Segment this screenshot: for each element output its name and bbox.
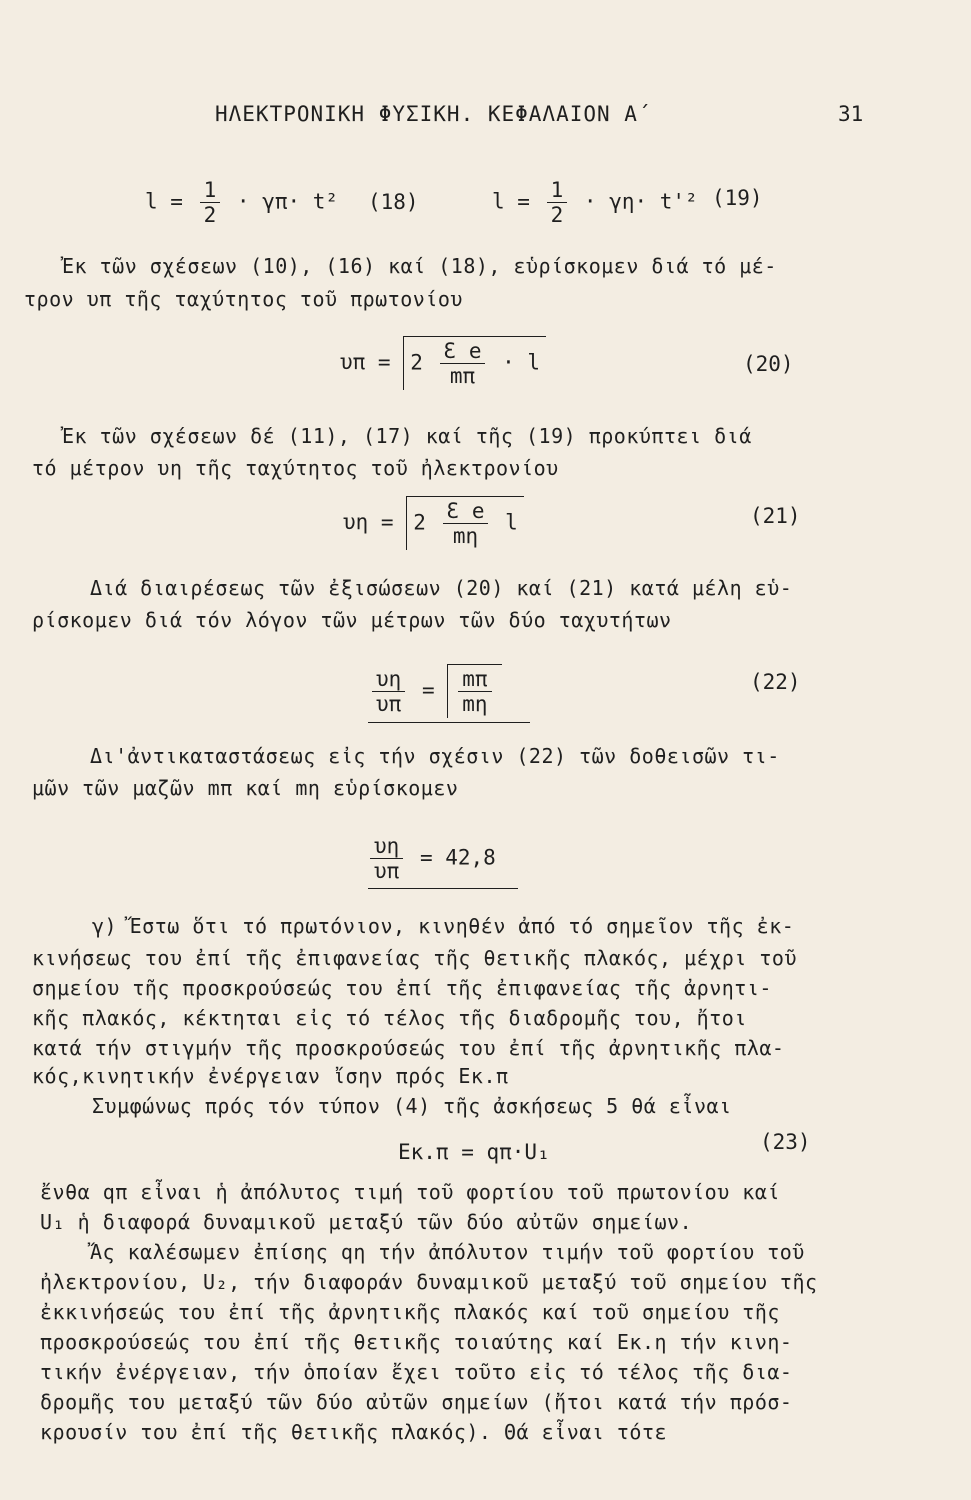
equation-rule	[368, 888, 518, 889]
equation-21: υη = 2 $\frac{\text{Ɛ e}}{m\eta}$ l	[343, 496, 524, 550]
paragraph-line: τό μέτρον υη τῆς ταχύτητος τοῦ ἠλεκτρονίου	[32, 456, 559, 480]
equation-19: l = $\frac{1}{2}$ · γη· t'²	[492, 178, 698, 227]
equation-18: l = $\frac{1}{2}$ · γπ· t²	[145, 178, 339, 227]
paragraph-line: Δι'ἀντικαταστάσεως εἰς τήν σχέσιν (22) τῶν δοθεισῶν τι-	[90, 744, 780, 768]
fraction: $\frac{\text{Ɛ e}}{m\pi}$	[440, 339, 486, 388]
paragraph-line: δρομῆς του μεταξύ τῶν δύο αὐτῶν σημείων (ἤτοι κατά τήν πρόσ-	[40, 1390, 793, 1414]
equation-20: υπ = 2 $\frac{\text{Ɛ e}}{m\pi}$ · l	[340, 336, 546, 390]
equation-number-18: (18)	[368, 190, 419, 214]
paragraph-line: ἐκκινήσεώς του ἐπί τῆς ἀρνητικῆς πλακός καί τοῦ σημείου τῆς	[40, 1300, 780, 1324]
paragraph-line: μῶν τῶν μαζῶν mπ καί mη εὑρίσκομεν	[32, 776, 459, 800]
equation-number-23: (23)	[760, 1130, 811, 1154]
paragraph-line: τρον υπ τῆς ταχύτητος τοῦ πρωτονίου	[24, 287, 463, 311]
paragraph-line: κῆς πλακός, κέκτηται εἰς τό τέλος τῆς διαδρομῆς του, ἤτοι	[32, 1006, 747, 1030]
paragraph-line: ἠλεκτρονίου, U₂, τήν διαφοράν δυναμικοῦ μεταξύ τοῦ σημείου τῆς	[40, 1270, 818, 1294]
paragraph-line: κρουσίν του ἐπί τῆς θετικῆς πλακός). Θά εἶναι τότε	[40, 1420, 668, 1444]
paragraph-line: Διά διαιρέσεως τῶν ἐξισώσεων (20) καί (21) κατά μέλη εὑ-	[90, 576, 793, 600]
square-root: 2 $\frac{\text{Ɛ e}}{m\eta}$ l	[406, 496, 524, 550]
paragraph-line: γ) Ἔστω ὅτι τό πρωτόνιον, κινηθέν ἀπό τό σημεῖον τῆς ἐκ-	[92, 914, 795, 938]
paragraph-line: Ἐκ τῶν σχέσεων δέ (11), (17) καί τῆς (19) προκύπτει διά	[62, 424, 752, 448]
fraction: $\frac{\upsilon\eta}{\upsilon\pi}$	[372, 667, 405, 716]
paragraph-line: προσκρούσεώς του ἐπί τῆς θετικῆς τοιαύτης καί Eκ.η τήν κινη-	[40, 1330, 793, 1354]
equation-number-19: (19)	[712, 186, 763, 210]
paragraph-line: τικήν ἐνέργειαν, τήν ὁποίαν ἔχει τοῦτο εἰς τό τέλος τῆς δια-	[40, 1360, 793, 1384]
equation-number-22: (22)	[750, 670, 801, 694]
paragraph-line: Ἄς καλέσωμεν ἐπίσης qη τήν ἀπόλυτον τιμήν τοῦ φορτίου τοῦ	[90, 1240, 805, 1264]
equation-number-20: (20)	[743, 352, 794, 376]
fraction: $\frac{\upsilon\eta}{\upsilon\pi}$	[370, 834, 403, 883]
paragraph-line: κατά τήν στιγμήν τῆς προσκρούσεώς του ἐπί τῆς ἀρνητικῆς πλα-	[32, 1036, 785, 1060]
page-number: 31	[838, 102, 864, 126]
paragraph-line: Ἐκ τῶν σχέσεων (10), (16) καί (18), εὑρίσκομεν διά τό μέ-	[62, 254, 777, 278]
equation-22: $\frac{\upsilon\eta}{\upsilon\pi}$ = $\frac{m\pi}{m\eta}$	[368, 664, 502, 718]
fraction: $\frac{1}{2}$	[547, 178, 568, 227]
equation-23: Eκ.π = qπ·U₁	[398, 1140, 550, 1164]
paragraph-line: σημείου τῆς προσκρούσεώς του ἐπί τῆς ἐπιφανείας τῆς ἀρνητι-	[32, 976, 772, 1000]
fraction: $\frac{m\pi}{m\eta}$	[458, 667, 491, 716]
equation-ratio: $\frac{\upsilon\eta}{\upsilon\pi}$ = 42,8	[366, 834, 496, 883]
fraction: $\frac{1}{2}$	[200, 178, 221, 227]
paragraph-line: κός,κινητικήν ἐνέργειαν ἴσην πρός Eκ.π	[32, 1064, 509, 1088]
paragraph-line: Συμφώνως πρός τόν τύπον (4) τῆς ἀσκήσεως 5 θά εἶναι	[92, 1094, 732, 1118]
fraction: $\frac{\text{Ɛ e}}{m\eta}$	[443, 499, 489, 548]
square-root	[447, 664, 501, 718]
square-root: 2 $\frac{\text{Ɛ e}}{m\pi}$ · l	[403, 336, 546, 390]
paragraph-line: κινήσεως του ἐπί τῆς ἐπιφανείας τῆς θετικῆς πλακός, μέχρι τοῦ	[32, 946, 798, 970]
paragraph-line: ρίσκομεν διά τόν λόγον τῶν μέτρων τῶν δύο ταχυτήτων	[32, 608, 672, 632]
running-header: ΗΛΕΚΤΡΟΝΙΚΗ ΦΥΣΙΚΗ. ΚΕΦΑΛΑΙΟΝ Α΄	[215, 102, 652, 126]
equation-number-21: (21)	[750, 504, 801, 528]
equation-rule	[368, 722, 530, 723]
paragraph-line: ἔνθα qπ εἶναι ἡ ἀπόλυτος τιμή τοῦ φορτίου τοῦ πρωτονίου καί	[40, 1180, 780, 1204]
paragraph-line: U₁ ἡ διαφορά δυναμικοῦ μεταξύ τῶν δύο αὐτῶν σημείων.	[40, 1210, 693, 1234]
